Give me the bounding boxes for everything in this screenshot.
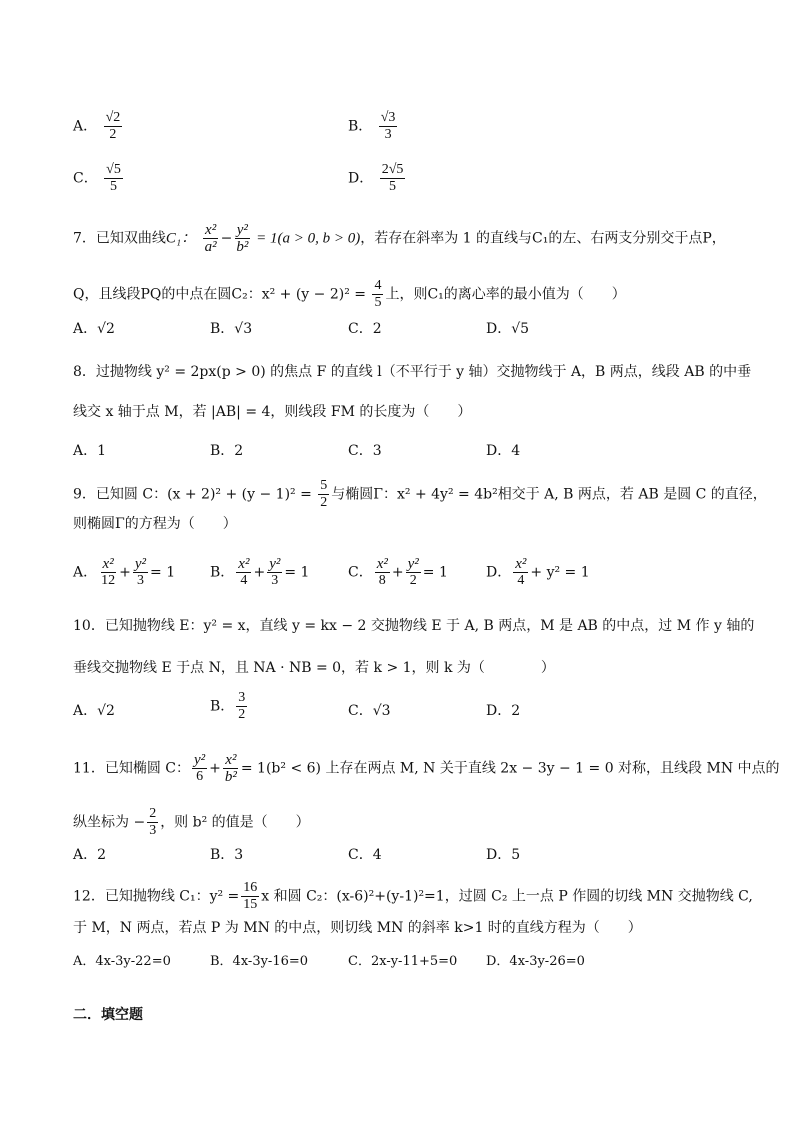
q9-line1: 9．已知圆 C：(x + 2)² + (y − 1)² = $\frac{5}{2}$ 与椭圆Γ：x² + 4y² = 4b²相交于 A, B 两点，若 AB 是圆 C 的直径，: [73, 478, 767, 510]
q8-option-d: D．4: [486, 443, 521, 459]
q9-option-a: A． $\frac{\text{x²}}{12}$ + $\frac{\text{y²}}{3}$ = 1: [73, 556, 176, 588]
q11-option-d: D．5: [486, 847, 521, 863]
q9-option-d: D． $\frac{\text{x²}}{4}$ + y² = 1: [486, 556, 590, 588]
q11-option-b: B．3: [210, 847, 244, 863]
q9-line2: 则椭圆Γ的方程为（ ）: [73, 516, 237, 532]
q6-option-c: C． $\frac{√5}{5}$: [73, 162, 121, 194]
q8-line2: 线交 x 轴于点 M，若 |AB| = 4，则线段 FM 的长度为（ ）: [73, 404, 472, 420]
q11-line1: 11．已知椭圆 C： $\frac{\text{y²}}{6}$ + $\frac{\text{x²}}{\text{b²}}$ = 1(b² < 6) 上存在两点 M, N 关于直线 2x − 3y − 1 = 0 对称，且线段 MN 中点的: [73, 752, 780, 785]
q6-option-a: A． $\frac{√2}{2}$: [73, 110, 121, 142]
q10-line1: 10．已知抛物线 E：y² = x，直线 y = kx − 2 交抛物线 E 于 A, B 两点，M 是 AB 的中点，过 M 作 y 轴的: [73, 618, 755, 634]
q10-option-a: A．√2: [73, 703, 115, 719]
q7-option-c: C．2: [348, 321, 382, 337]
q7-line2: Q，且线段PQ的中点在圆C₂：x² + (y − 2)² = $\frac{4}{5}$ 上，则C₁的离心率的最小值为（ ）: [73, 278, 626, 310]
q12-option-c: C．2x-y-11+5=0: [348, 954, 458, 969]
q10-option-d: D．2: [486, 703, 521, 719]
q10-option-c: C．√3: [348, 703, 391, 719]
q9-option-b: B． $\frac{\text{x²}}{4}$ + $\frac{\text{y²}}{3}$ = 1: [210, 556, 310, 588]
q12-line2: 于 M，N 两点，若点 P 为 MN 的中点，则切线 MN 的斜率 k>1 时的直线方程为（ ）: [73, 920, 642, 936]
q8-option-c: C．3: [348, 443, 382, 459]
q12-line1: 12．已知抛物线 C₁：y² = $\frac{16}{15}$ x 和圆 C₂：(x-6)²+(y-1)²=1，过圆 C₂ 上一点 P 作圆的切线 MN 交抛物线 C,: [73, 880, 753, 912]
q6-option-d: D． $\frac{2√5}{5}$: [348, 162, 404, 194]
q7-option-b: B．√3: [210, 321, 253, 337]
q6-option-b: B． $\frac{√3}{3}$: [348, 110, 396, 142]
q12-option-d: D．4x-3y-26=0: [486, 954, 585, 969]
q8-option-a: A．1: [73, 443, 107, 459]
q10-option-b: B． $\frac{3}{2}$: [210, 690, 246, 722]
q10-line2: 垂线交抛物线 E 于点 N，且 NA · NB = 0，若 k > 1，则 k 为（ ）: [73, 660, 555, 676]
q11-option-c: C．4: [348, 847, 382, 863]
q7-option-d: D．√5: [486, 321, 530, 337]
section-heading-fill-blank: 二．填空题: [73, 1007, 143, 1023]
q11-option-a: A．2: [73, 847, 107, 863]
q12-option-b: B．4x-3y-16=0: [210, 954, 309, 969]
q7-line1: 7．已知双曲线C₁： $\frac{\text{x²}}{\text{a²}}$ − $\frac{\text{y²}}{\text{b²}}$ = 1(a > 0, b > 0)，若存在斜率为 1 的直线与C₁的左、右两支分别交于点P，: [73, 222, 726, 255]
q8-option-b: B．2: [210, 443, 244, 459]
q9-option-c: C． $\frac{\text{x²}}{8}$ + $\frac{\text{y²}}{2}$ = 1: [348, 556, 448, 588]
q12-option-a: A．4x-3y-22=0: [73, 954, 171, 969]
q8-line1: 8．过抛物线 y² = 2px(p > 0) 的焦点 F 的直线 l（不平行于 y 轴）交抛物线于 A，B 两点，线段 AB 的中垂: [73, 364, 752, 380]
q11-line2: 纵坐标为 − $\frac{2}{3}$ ，则 b² 的值是（ ）: [73, 806, 310, 838]
q7-option-a: A．√2: [73, 321, 115, 337]
